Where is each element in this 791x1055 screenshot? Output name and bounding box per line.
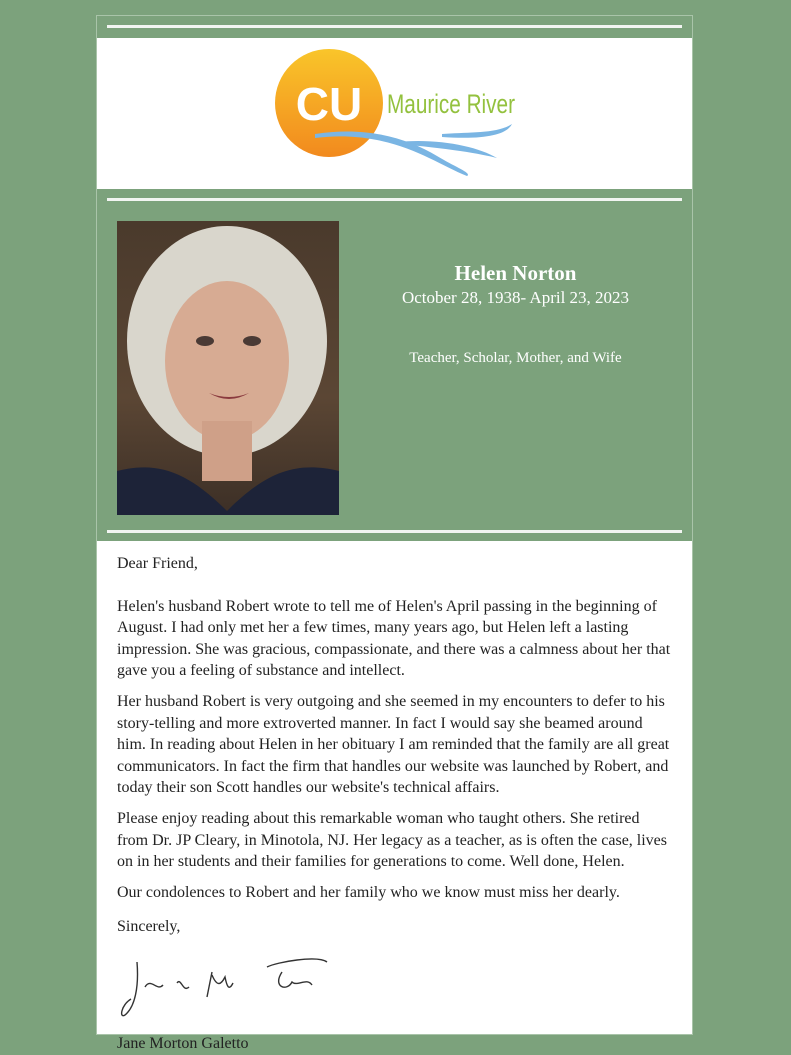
divider xyxy=(107,530,682,533)
paragraph: Please enjoy reading about this remarkable woman who taught others. She retired from Dr. JP Cleary, in Minotola, NJ. Her legacy as a teacher, as is often the case, lives on in her students and their families for generations to come. Well done, Helen. xyxy=(117,809,668,871)
paragraph: Our condolences to Robert and her family who we know must miss her dearly. xyxy=(117,883,620,901)
closing: Sincerely, xyxy=(117,918,181,936)
wave-icon xyxy=(442,124,512,138)
memorial-hero xyxy=(97,189,692,541)
portrait-photo xyxy=(117,221,339,515)
logo-text: Maurice River xyxy=(387,89,515,119)
letter-body xyxy=(97,541,692,1052)
cu-maurice-river-logo xyxy=(97,38,694,189)
logo-header xyxy=(97,38,692,189)
memorial-info xyxy=(339,261,692,367)
divider xyxy=(107,198,682,201)
paragraph: Helen's husband Robert wrote to tell me of Helen's April passing in the beginning of August. I had only met her a few times, many years ago, but Helen left a lasting impression. She was gracious, compassionate, and there was a calmness about her that gave you a feeling of substance and intellect. xyxy=(117,597,671,680)
deceased-name: Helen Norton xyxy=(454,261,577,285)
logo-initials: CU xyxy=(295,78,363,130)
signer-name: Jane Morton Galetto xyxy=(117,1034,249,1052)
greeting: Dear Friend, xyxy=(117,555,198,572)
divider xyxy=(107,25,682,28)
signature xyxy=(117,947,672,1027)
tagline: Teacher, Scholar, Mother, and Wife xyxy=(409,350,622,366)
paragraph: Her husband Robert is very outgoing and she seemed in my encounters to defer to his story-telling and more extroverted manner. In fact I would say she beamed around him. In reading about Helen in her obituary I am reminded that the family are all great communicators. In fact the firm that handles our website was launched by Robert, and today their son Scott handles our website's technical affairs. xyxy=(117,692,670,797)
newsletter-container xyxy=(96,15,693,1052)
life-dates: October 28, 1938- April 23, 2023 xyxy=(401,288,630,307)
